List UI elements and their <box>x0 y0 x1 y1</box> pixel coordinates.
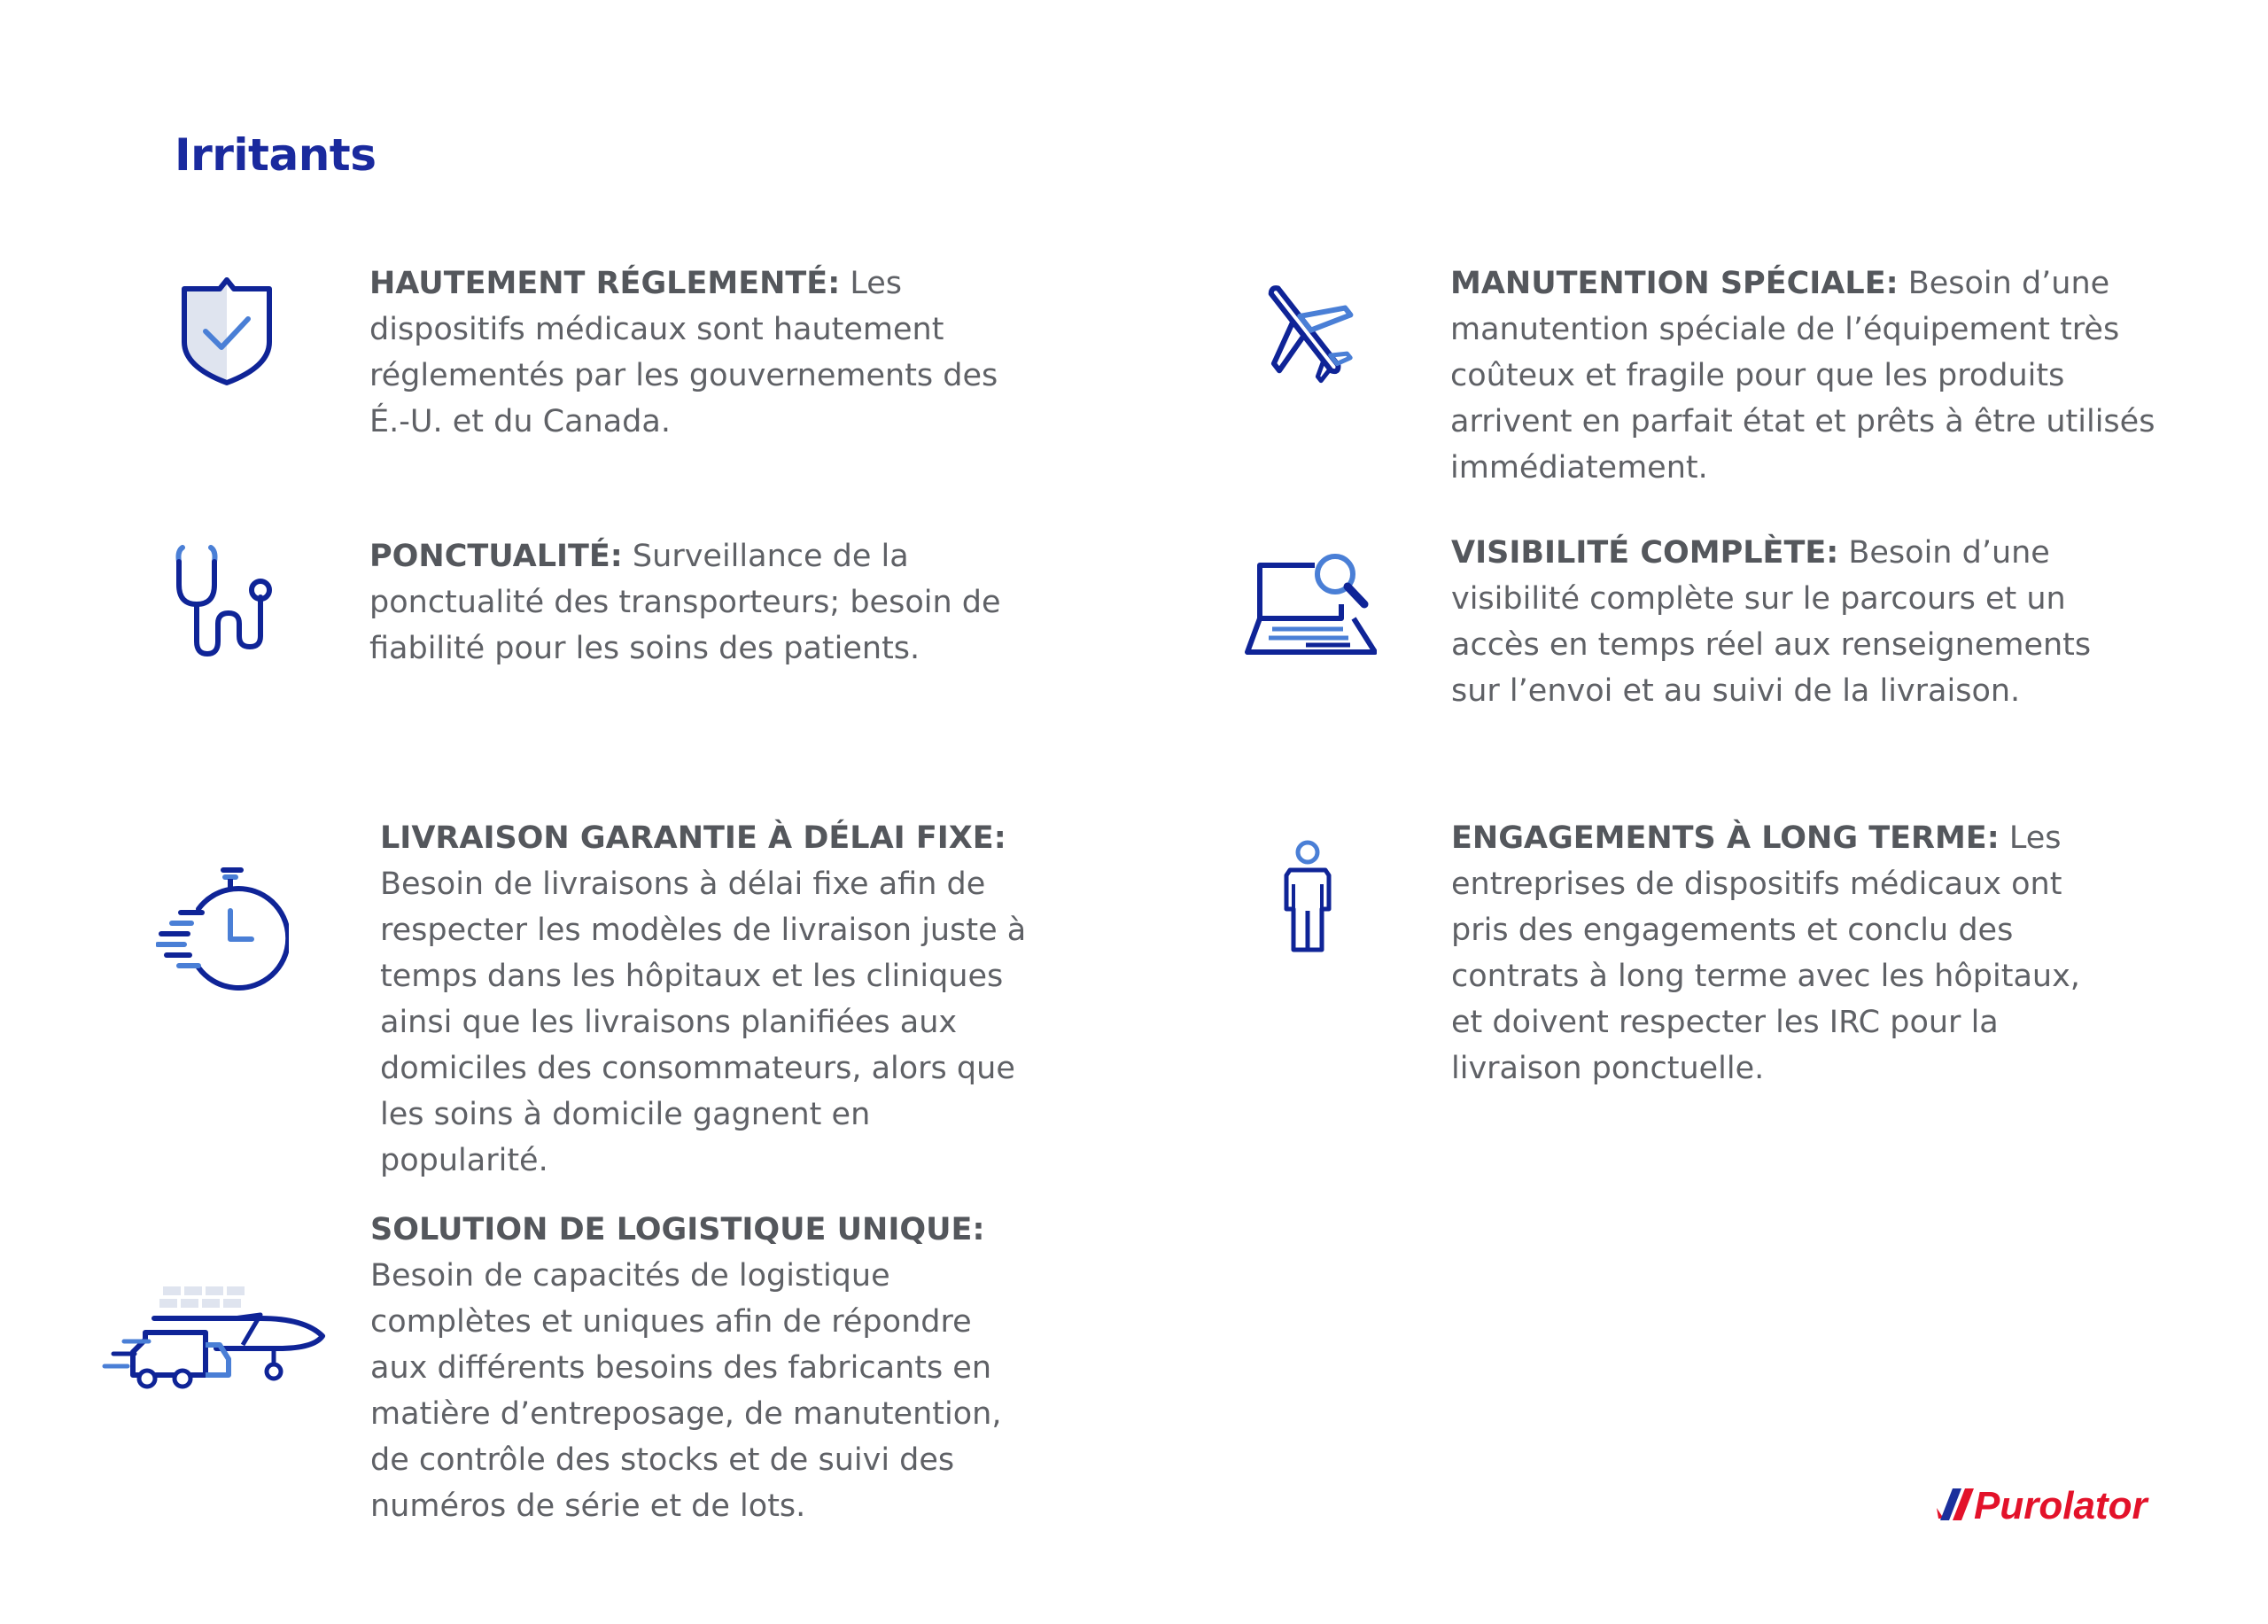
irritant-heading: PONCTUALITÉ: <box>369 539 623 574</box>
irritant-body: Besoin d’une visibilité complète sur le parcours et un accès en temps réel aux renseignements sur l’envoi et au suivi de la livraison. <box>1451 535 2092 709</box>
irritant-long-term <box>1451 815 2107 1092</box>
laptop-search-icon <box>1244 546 1377 661</box>
irritant-logistics <box>370 1207 1026 1529</box>
irritant-heading: LIVRAISON GARANTIE À DÉLAI FIXE: <box>380 820 1006 856</box>
shield-check-icon <box>177 275 276 388</box>
irritant-body: Besoin d’une manutention spéciale de l’équipement très coûteux et fragile pour que les produits arrivent en parfait état et prêts à être utilisés immédiatement. <box>1450 266 2155 486</box>
irritant-visibility <box>1451 530 2124 714</box>
irritant-heading: ENGAGEMENTS À LONG TERME: <box>1451 820 2000 856</box>
irritant-heading: SOLUTION DE LOGISTIQUE UNIQUE: <box>370 1212 985 1247</box>
svg-text:Purolator: Purolator <box>1974 1484 2148 1527</box>
irritant-regulated <box>369 260 1025 445</box>
page-title: Irritants <box>175 129 377 181</box>
irritant-heading: VISIBILITÉ COMPLÈTE: <box>1451 535 1839 571</box>
irritant-body: Besoin de livraisons à délai fixe afin de respecter les modèles de livraison juste à temps dans les hôpitaux et les cliniques ainsi que les livraisons planifiées aux domiciles des consommateurs, alors que les soins à domicile gagnent en popularité. <box>380 866 1027 1178</box>
irritant-body: Surveillance de la ponctualité des transporteurs; besoin de fiabilité pour les soins des patients. <box>369 539 1001 666</box>
airplane-icon <box>1249 275 1364 390</box>
stethoscope-icon <box>168 542 284 666</box>
irritant-body: Besoin de capacités de logistique complètes et uniques afin de répondre aux différents besoins des fabricants en matière d’entreposage, de manutention, de contrôle des stocks et de suivi des numéros de série et de lots. <box>370 1258 1002 1524</box>
irritant-heading: MANUTENTION SPÉCIALE: <box>1450 266 1899 301</box>
irritant-guaranteed-delivery <box>380 815 1036 1184</box>
person-icon <box>1281 840 1334 955</box>
purolator-logo <box>1931 1481 2188 1532</box>
irritant-body: Les entreprises de dispositifs médicaux ont pris des engagements et conclu des contrats à long terme avec les hôpitaux, et doivent respecter les IRC pour la livraison ponctuelle. <box>1451 820 2080 1086</box>
irritant-special-handling <box>1450 260 2159 491</box>
irritant-body: Les dispositifs médicaux sont hautement réglementés par les gouvernements des É.-U. et du Canada. <box>369 266 998 439</box>
irritant-heading: HAUTEMENT RÉGLEMENTÉ: <box>369 266 841 301</box>
fast-stopwatch-icon <box>156 866 289 991</box>
irritant-punctuality <box>369 533 1025 672</box>
logistics-truck-plane-icon <box>101 1283 331 1398</box>
